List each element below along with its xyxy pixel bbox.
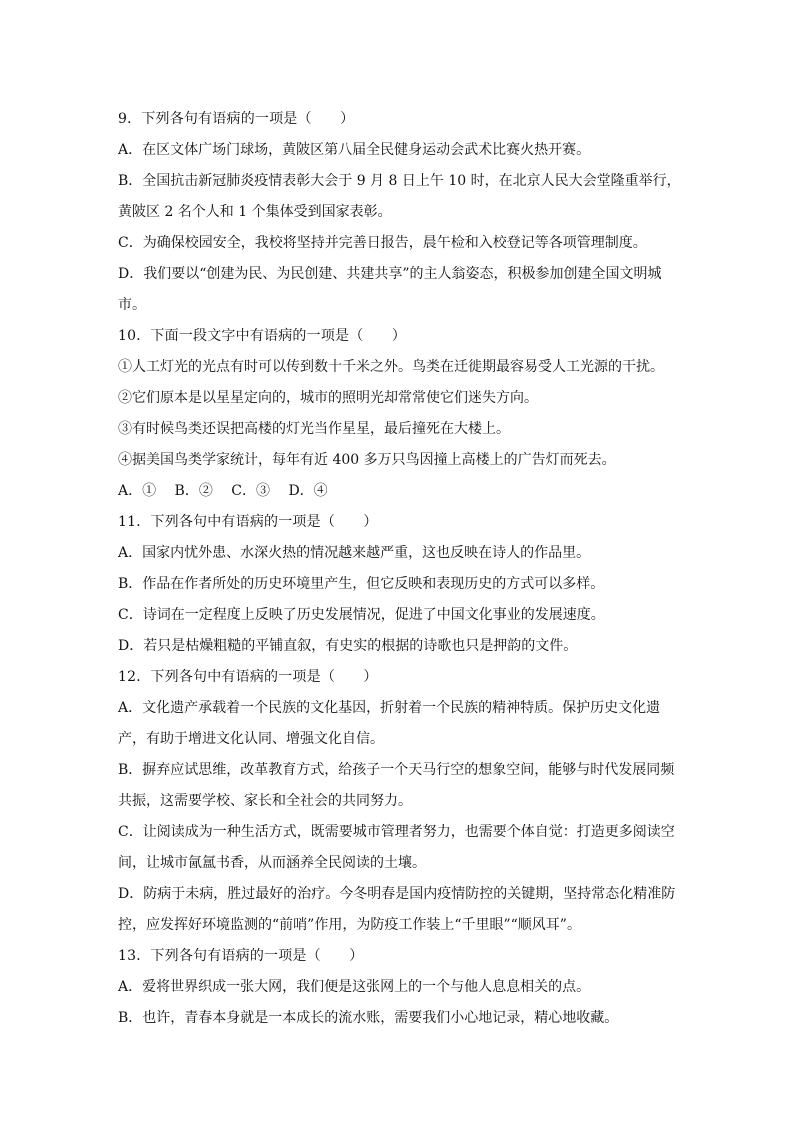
question-9-option-c: C．为确保校园安全，我校将坚持并完善日报告，晨午检和入校登记等各项管理制度。 bbox=[118, 235, 647, 251]
question-12-option-a-continued: 产，有助于增进文化认同、增强文化自信。 bbox=[118, 731, 384, 747]
question-13-stem: 13．下列各句有语病的一项是（ ） bbox=[118, 948, 364, 964]
question-10-sentence-2: ②它们原本是以星星定向的，城市的照明光却常常使它们迷失方向。 bbox=[118, 390, 538, 406]
question-12-option-a: A．文化遗产承载着一个民族的文化基因，折射着一个民族的精神特质。保护历史文化遗 bbox=[118, 700, 661, 716]
question-9-option-a: A．在区文体广场门球场，黄陂区第八届全民健身运动会武术比赛火热开赛。 bbox=[118, 142, 591, 158]
question-10-sentence-3: ③有时候鸟类还误把高楼的灯光当作星星，最后撞死在大楼上。 bbox=[118, 421, 510, 437]
question-11-option-a: A．国家内忧外患、水深火热的情况越来越严重，这也反映在诗人的作品里。 bbox=[118, 545, 591, 561]
question-12-option-c: C．让阅读成为一种生活方式，既需要城市管理者努力，也需要个体自觉：打造更多阅读空 bbox=[118, 824, 675, 840]
question-9-option-d: D．我们要以“创建为民、为民创建、共建共享”的主人翁姿态，积极参加创建全国文明城 bbox=[118, 266, 662, 282]
question-12-option-d: D．防病于未病，胜过最好的治疗。今冬明春是国内疫情防控的关键期，坚持常态化精准防 bbox=[118, 886, 676, 902]
question-11-option-b: B．作品在作者所处的历史环境里产生，但它反映和表现历史的方式可以多样。 bbox=[118, 576, 605, 592]
question-11-stem: 11．下列各句中有语病的一项是（ ） bbox=[118, 514, 378, 530]
question-9-option-d-continued: 市。 bbox=[118, 297, 146, 313]
question-10-sentence-4: ④据美国鸟类学家统计，每年有近 400 多万只鸟因撞上高楼上的广告灯而死去。 bbox=[118, 452, 616, 468]
question-13-option-b: B．也许，青春本身就是一本成长的流水账，需要我们小心地记录，精心地收藏。 bbox=[118, 1010, 619, 1026]
question-9-option-b: B．全国抗击新冠肺炎疫情表彰大会于 9 月 8 日上午 10 时，在北京人民大会堂隆重举行， bbox=[118, 173, 681, 189]
question-10-sentence-1: ①人工灯光的光点有时可以传到数十千米之外。鸟类在迁徙期最容易受人工光源的干扰。 bbox=[118, 359, 664, 375]
question-10-stem: 10．下面一段文字中有语病的一项是（ ） bbox=[118, 328, 407, 344]
question-12-option-b: B．摒弃应试思维，改革教育方式，给孩子一个天马行空的想象空间，能够与时代发展同频 bbox=[118, 762, 675, 778]
question-10-options: A．① B．② C．③ D．④ bbox=[118, 483, 328, 499]
question-9-stem: 9．下列各句有语病的一项是（ ） bbox=[118, 111, 355, 127]
question-11-option-c: C．诗词在一定程度上反映了历史发展情况，促进了中国文化事业的发展速度。 bbox=[118, 607, 605, 623]
question-text-block bbox=[118, 104, 681, 1034]
question-12-option-d-continued: 控，应发挥好环境监测的“前哨”作用，为防疫工作装上“千里眼”“顺风耳”。 bbox=[118, 917, 581, 933]
question-11-option-d: D．若只是枯燥粗糙的平铺直叙，有史实的根据的诗歌也只是押韵的文件。 bbox=[118, 638, 578, 654]
question-12-option-b-continued: 共振，这需要学校、家长和全社会的共同努力。 bbox=[118, 793, 412, 809]
question-12-stem: 12．下列各句中有语病的一项是（ ） bbox=[118, 669, 378, 685]
question-9-option-b-continued: 黄陂区 2 名个人和 1 个集体受到国家表彰。 bbox=[118, 204, 392, 220]
question-12-option-c-continued: 间，让城市氤氲书香，从而涵养全民阅读的土壤。 bbox=[118, 855, 426, 871]
question-13-option-a: A．爱将世界织成一张大网，我们便是这张网上的一个与他人息息相关的点。 bbox=[118, 979, 591, 995]
